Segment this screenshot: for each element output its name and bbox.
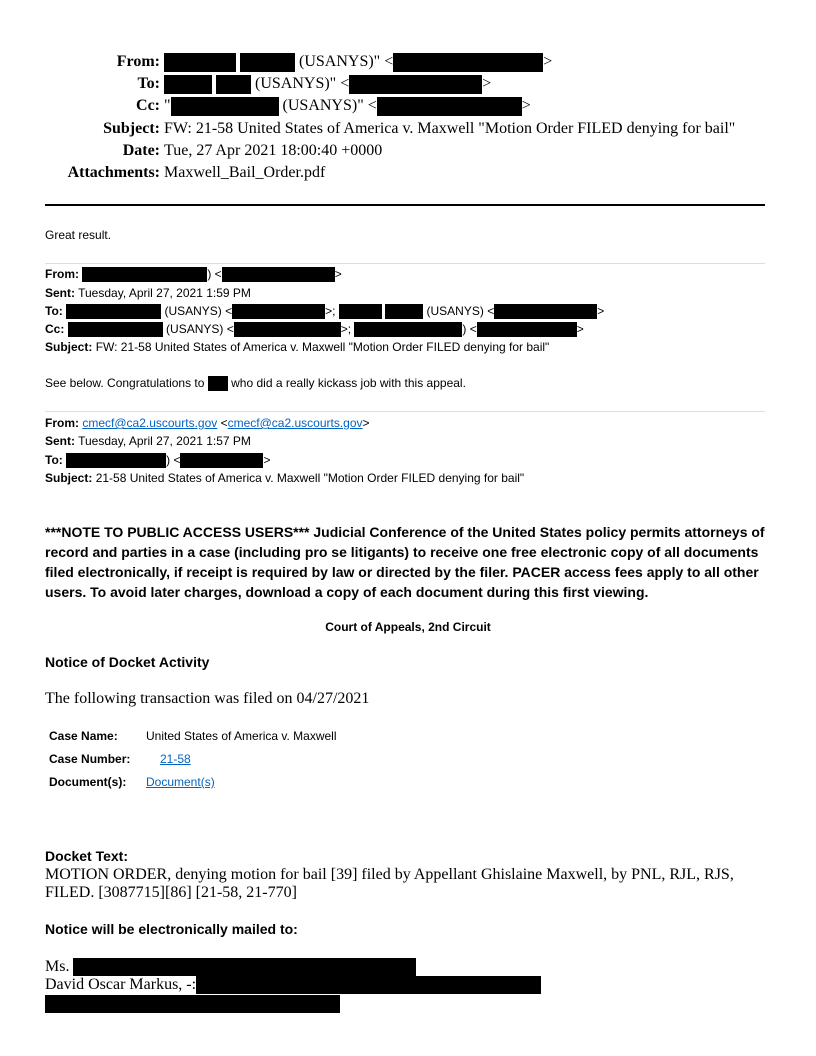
redaction [82,267,207,282]
redaction [45,995,340,1013]
text: Tuesday, April 27, 2021 1:57 PM [78,434,251,448]
redaction [393,53,543,72]
case-name-label: Case Name: [49,729,118,743]
cc-end: > [521,97,531,115]
from-value [164,53,552,72]
docket-text-label: Docket Text: [45,848,128,864]
redaction [66,304,161,319]
redaction [385,304,423,319]
text: > [576,322,584,336]
case-number-label: Case Number: [49,752,131,766]
redaction [222,267,335,282]
redaction [164,53,236,72]
redaction [216,75,251,94]
fwd1-subject [45,340,549,354]
text: who did a really kickass job with this appeal. [231,376,466,390]
text: > [362,416,370,430]
text: > [334,267,342,281]
subject-label: Subject: [103,120,160,137]
label: Sent: [45,286,75,300]
email-link[interactable]: cmecf@ca2.uscourts.gov [82,416,218,430]
redaction [234,322,341,337]
divider [45,411,765,412]
redaction [349,75,482,94]
label: Sent: [45,434,75,448]
text: (USANYS) < [164,304,233,318]
label: From: [45,267,79,281]
text: < [220,416,228,430]
filed-text: The following transaction was filed on 04/27/2021 [45,690,370,707]
text: 21-58 United States of America v. Maxwell "Motion Order FILED denying for bail" [95,471,525,485]
text: ) < [166,453,181,467]
redaction [240,53,295,72]
to-end: > [482,75,492,93]
label: From: [45,416,79,430]
cc-text: (USANYS)" < [282,97,377,115]
redaction [68,322,163,337]
date-label: Date: [122,142,160,159]
redaction [164,75,212,94]
to-value [164,75,491,94]
notice-heading: Notice of Docket Activity [45,654,210,670]
case-name-value: United States of America v. Maxwell [146,729,337,743]
mailed-label: Notice will be electronically mailed to: [45,921,298,937]
redaction [477,322,577,337]
documents-link[interactable]: Document(s) [146,775,215,789]
text: Tuesday, April 27, 2021 1:59 PM [78,286,251,300]
cc-label: Cc: [136,97,160,114]
from-end: > [543,53,553,71]
fwd2-to [45,453,270,468]
date-value: Tue, 27 Apr 2021 18:00:40 +0000 [164,142,383,159]
text: FW: 21-58 United States of America v. Maxwell "Motion Order FILED denying for bail" [95,340,550,354]
fwd1-from [45,267,342,282]
public-access-note: ***NOTE TO PUBLIC ACCESS USERS*** Judicial Conference of the United States policy permits attorneys of record and parties in a case (including pro se litigants) to receive one free electronic copy of all documents filed electronically, if receipt is required by law or directed by the filer. PACER access fees apply to all other users. To avoid later charges, download a copy of each document during this first viewing. [45,524,765,600]
court-name: Court of Appeals, 2nd Circuit [325,620,491,634]
text: > [597,304,605,318]
redaction [354,322,462,337]
from-text: (USANYS)" < [299,53,394,71]
text: ) < [207,267,222,281]
text: (USANYS) < [166,322,234,336]
redaction [494,304,597,319]
redaction [196,976,541,994]
text: David Oscar Markus, -: [45,976,197,993]
case-number-link[interactable]: 21-58 [160,752,191,766]
redaction [73,958,416,976]
redaction [339,304,382,319]
to-label: To: [137,75,160,92]
docket-text-line1: MOTION ORDER, denying motion for bail [39] filed by Appellant Ghislaine Maxwell, by PNL, RJL, RJS, [45,866,734,883]
fwd1-sent [45,286,251,300]
redaction [232,304,325,319]
cc-value [164,97,531,116]
divider [45,263,765,264]
redaction [171,97,279,116]
text: >; [325,304,336,318]
to-text: (USANYS)" < [255,75,350,93]
label: Subject: [45,340,93,354]
docket-text-line2: FILED. [3087715][86] [21-58, 21-770] [45,884,297,901]
attachments-label: Attachments: [67,164,160,181]
fwd1-to [45,304,604,319]
redaction [208,376,228,391]
from-label: From: [116,53,160,70]
text: Ms. [45,958,70,975]
label: To: [45,453,63,467]
redaction [377,97,522,116]
redaction [66,453,166,468]
documents-label: Document(s): [49,775,127,789]
recipient-2 [45,976,541,994]
label: Cc: [45,322,65,336]
text: See below. Congratulations to [45,376,205,390]
fwd1-body [45,376,466,391]
recipient-1 [45,958,416,976]
subject-value: FW: 21-58 United States of America v. Maxwell "Motion Order FILED denying for bail" [164,120,736,137]
fwd2-from [45,416,370,430]
text: ) < [462,322,477,336]
header-divider [45,204,765,206]
cc-quote: " [164,97,171,115]
fwd2-subject [45,471,524,485]
fwd2-sent [45,434,251,448]
redaction [180,453,263,468]
reply-body: Great result. [45,228,112,242]
attachment-link[interactable]: Maxwell_Bail_Order.pdf [164,164,326,181]
fwd1-cc [45,322,584,337]
text: >; [340,322,352,336]
label: To: [45,304,63,318]
text: (USANYS) < [426,304,495,318]
text: > [263,453,271,467]
label: Subject: [45,471,93,485]
email-link[interactable]: cmecf@ca2.uscourts.gov [227,416,363,430]
